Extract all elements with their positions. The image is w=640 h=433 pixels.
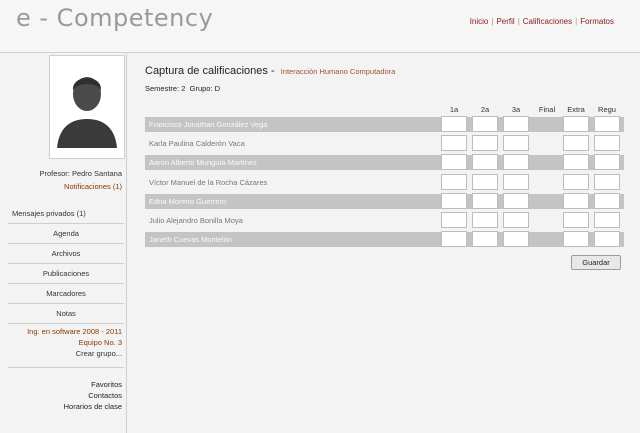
grades-table <box>145 105 624 249</box>
side-menu <box>8 204 124 324</box>
grade-input-1a[interactable] <box>441 231 467 247</box>
grade-input-3a[interactable] <box>503 135 529 151</box>
main-content <box>127 53 640 433</box>
grade-input-2a[interactable] <box>472 116 498 132</box>
table-row <box>145 153 624 172</box>
student-name: Víctor Manuel de la Rocha Cázares <box>149 177 268 187</box>
profile-info <box>39 167 122 193</box>
student-name: Karla Paulina Calderón Vaca <box>149 139 245 149</box>
table-row <box>145 192 624 211</box>
quick-links <box>64 379 122 412</box>
save-button[interactable]: Guardar <box>571 255 621 270</box>
sidebar-item-agenda[interactable]: Agenda <box>8 224 124 244</box>
grade-input-regu[interactable] <box>594 231 620 247</box>
grade-input-3a[interactable] <box>503 154 529 170</box>
class-meta <box>145 84 220 93</box>
grade-input-2a[interactable] <box>472 174 498 190</box>
grade-input-1a[interactable] <box>441 116 467 132</box>
table-row <box>145 134 624 153</box>
grade-input-3a[interactable] <box>503 231 529 247</box>
grade-input-extra[interactable] <box>563 154 589 170</box>
col-header-regu: Regu <box>598 105 616 114</box>
student-name: Aarón Alberto Munguía Martínez <box>145 155 440 170</box>
grade-input-3a[interactable] <box>503 174 529 190</box>
profile-name: Profesor: Pedro Santana <box>39 169 122 178</box>
grade-input-extra[interactable] <box>563 193 589 209</box>
contactos-link[interactable]: Contactos <box>88 391 122 400</box>
favoritos-link[interactable]: Favoritos <box>91 380 122 389</box>
grade-input-1a[interactable] <box>441 212 467 228</box>
grade-input-1a[interactable] <box>441 174 467 190</box>
grade-input-regu[interactable] <box>594 116 620 132</box>
grade-input-regu[interactable] <box>594 135 620 151</box>
table-row <box>145 173 624 192</box>
top-nav: Inicio | Perfil | Calificaciones | Formatos <box>469 17 614 26</box>
table-row <box>145 115 624 134</box>
group-block <box>27 326 122 359</box>
grade-input-2a[interactable] <box>472 193 498 209</box>
app-header <box>0 0 640 53</box>
program-link[interactable]: Ing. en software 2008 - 2011 <box>27 327 122 336</box>
col-header-3a: 3a <box>511 105 521 114</box>
grade-input-3a[interactable] <box>503 116 529 132</box>
grade-input-regu[interactable] <box>594 212 620 228</box>
student-name: Edna Moreno Guerrero <box>145 194 440 209</box>
grade-input-extra[interactable] <box>563 116 589 132</box>
grades-header <box>145 105 624 115</box>
col-header-extra: Extra <box>567 105 585 114</box>
sidebar-item-archivos[interactable]: Archivos <box>8 244 124 264</box>
grade-input-regu[interactable] <box>594 154 620 170</box>
grade-input-2a[interactable] <box>472 212 498 228</box>
table-row <box>145 230 624 249</box>
sidebar-item-publicaciones[interactable]: Publicaciones <box>8 264 124 284</box>
grade-input-regu[interactable] <box>594 174 620 190</box>
grade-input-2a[interactable] <box>472 154 498 170</box>
student-name: Janeth Cuevas Montelón <box>145 232 440 247</box>
grade-input-3a[interactable] <box>503 212 529 228</box>
grade-input-3a[interactable] <box>503 193 529 209</box>
sidebar <box>0 53 127 433</box>
grade-input-1a[interactable] <box>441 135 467 151</box>
page-title-text: Captura de calificaciones <box>145 65 268 77</box>
team-link[interactable]: Equipo No. 3 <box>78 338 122 347</box>
sidebar-item-marcadores[interactable]: Marcadores <box>8 284 124 304</box>
divider <box>8 367 124 368</box>
page-title <box>145 65 395 77</box>
grade-input-extra[interactable] <box>563 231 589 247</box>
grade-input-2a[interactable] <box>472 231 498 247</box>
grade-input-1a[interactable] <box>441 193 467 209</box>
avatar[interactable] <box>49 55 125 159</box>
app-logo: e - Competency <box>16 4 214 32</box>
grade-input-extra[interactable] <box>563 174 589 190</box>
col-header-2a: 2a <box>480 105 490 114</box>
semestre-label: Semestre: 2 <box>145 84 186 93</box>
grade-input-1a[interactable] <box>441 154 467 170</box>
user-silhouette-icon <box>50 56 124 158</box>
grupo-label: Grupo: D <box>189 84 221 93</box>
sidebar-item-notas[interactable]: Notas <box>8 304 124 324</box>
student-name: Francisco Jonathan González Vega <box>145 117 440 132</box>
grade-input-extra[interactable] <box>563 212 589 228</box>
nav-calificaciones[interactable]: Calificaciones <box>522 17 573 26</box>
horarios-link[interactable]: Horarios de clase <box>63 402 122 411</box>
grade-input-regu[interactable] <box>594 193 620 209</box>
create-group-link[interactable]: Crear grupo... <box>75 349 122 358</box>
nav-formatos[interactable]: Formatos <box>580 17 614 26</box>
col-header-final: Final <box>538 105 556 114</box>
table-row <box>145 211 624 230</box>
title-separator: - <box>270 65 275 77</box>
nav-inicio[interactable]: Inicio <box>469 17 489 26</box>
grade-input-extra[interactable] <box>563 135 589 151</box>
student-name: Julio Alejandro Bonilla Moya <box>149 215 243 225</box>
nav-perfil[interactable]: Perfil <box>496 17 515 26</box>
notifications-link[interactable]: Notificaciones (1) <box>64 182 122 191</box>
col-header-1a: 1a <box>449 105 459 114</box>
subject-name: Interacción Humano Computadora <box>280 67 396 76</box>
grade-input-2a[interactable] <box>472 135 498 151</box>
sidebar-item-mensajes[interactable]: Mensajes privados (1) <box>8 204 124 224</box>
